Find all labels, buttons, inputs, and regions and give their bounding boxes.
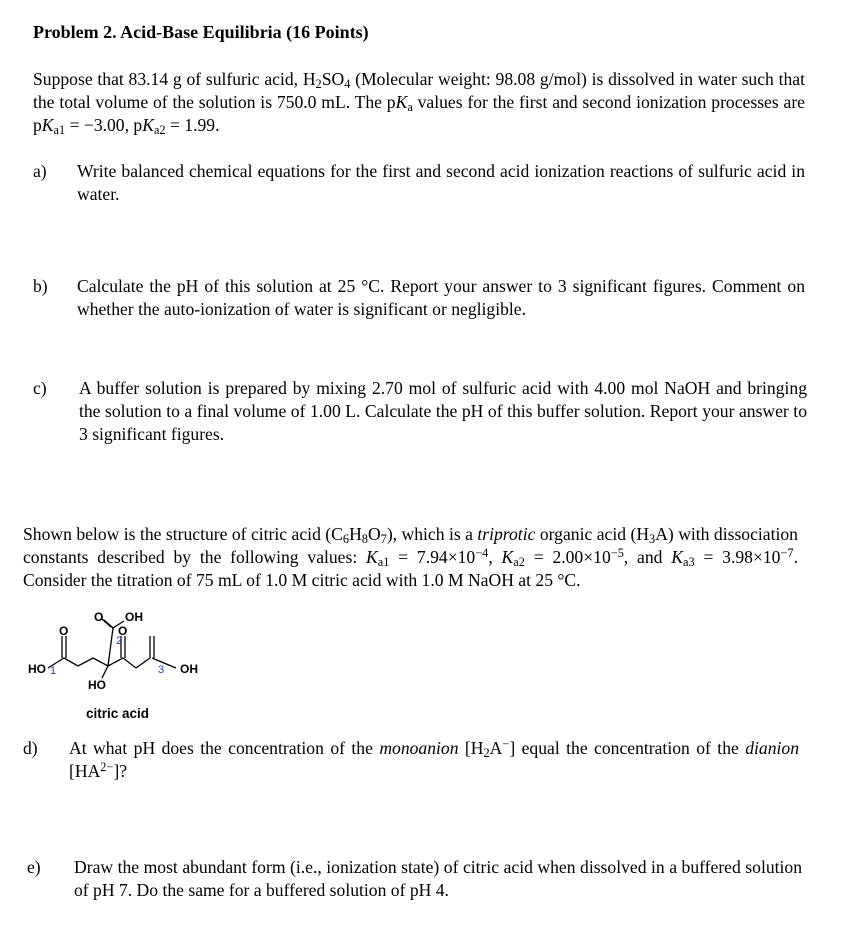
ho-left-label: HO bbox=[28, 662, 46, 676]
problem-title: Problem 2. Acid-Base Equilibria (16 Points) bbox=[33, 22, 369, 42]
question-c-label: c) bbox=[33, 378, 47, 398]
carbon-number-2: 2 bbox=[116, 635, 123, 647]
question-d-text: At what pH does the concentration of the monoanion $[H_2A^-]$ equal the concentration of the dianion $[HA^{2-}]$? bbox=[69, 736, 799, 781]
question-a-label: a) bbox=[33, 161, 47, 181]
carbon-number-1: 1 bbox=[50, 665, 57, 677]
question-b-text: Calculate the pH of this solution at 25 °C. Report your answer to 3 significant figures. Comment on whether the auto-ionization of water is significant or negligible. bbox=[77, 276, 805, 319]
question-d-label: d) bbox=[23, 738, 38, 758]
citric-acid-paragraph: Shown below is the structure of citric acid $(C_6H_8O_7)$, which is a triprotic organic acid $(H_3A)$ with dissociation constants described by the following values: $K_{a1} = 7.94\times 10^{-4}$, $K_{a2} = 2.00\times 10^{-5}$, and $K_{a3} = 3.98\times 10^{-7}$. Consider the titration of 75 mL of 1.0 M citric acid with 1.0 M NaOH at 25 °C. bbox=[23, 524, 798, 590]
intro-paragraph: Suppose that 83.14 g of sulfuric acid, $H_2SO_4$ (Molecular weight: 98.08 g/mol) is dissolved in water such that the total volume of the solution is 750.0 mL. The $pK_a$ values for the first and second ionization processes are $pK_{a1} = -3.00$, $pK_{a2} = 1.99$. bbox=[33, 69, 805, 138]
carbonyl-o-right-label: O bbox=[118, 624, 128, 638]
structure-caption: citric acid bbox=[86, 706, 150, 721]
ho-bottom-label: HO bbox=[88, 678, 106, 692]
structure-bonds-right bbox=[136, 636, 176, 668]
question-c-text: A buffer solution is prepared by mixing 2.70 mol of sulfuric acid with 4.00 mol NaOH and bringing the solution to a final volume of 1.00 L. Calculate the pH of this buffer solution. Report your answer to 3 significant figures. bbox=[79, 378, 807, 444]
carbonyl-o-left-label: O bbox=[59, 624, 69, 638]
question-e-label: e) bbox=[27, 857, 41, 877]
carbonyl-o-top-label: O bbox=[94, 610, 104, 624]
question-b-label: b) bbox=[33, 276, 48, 296]
carbon-number-3: 3 bbox=[158, 664, 165, 676]
oh-right-label: OH bbox=[180, 662, 198, 676]
question-e-text: Draw the most abundant form (i.e., ionization state) of citric acid when dissolved in a buffered solution of pH 7. Do the same for a buffered solution of pH 4. bbox=[74, 857, 802, 900]
citric-acid-structure bbox=[28, 606, 228, 726]
question-a-text: Write balanced chemical equations for the first and second acid ionization reactions of sulfuric acid in water. bbox=[77, 161, 805, 204]
oh-top-label: OH bbox=[125, 610, 143, 624]
